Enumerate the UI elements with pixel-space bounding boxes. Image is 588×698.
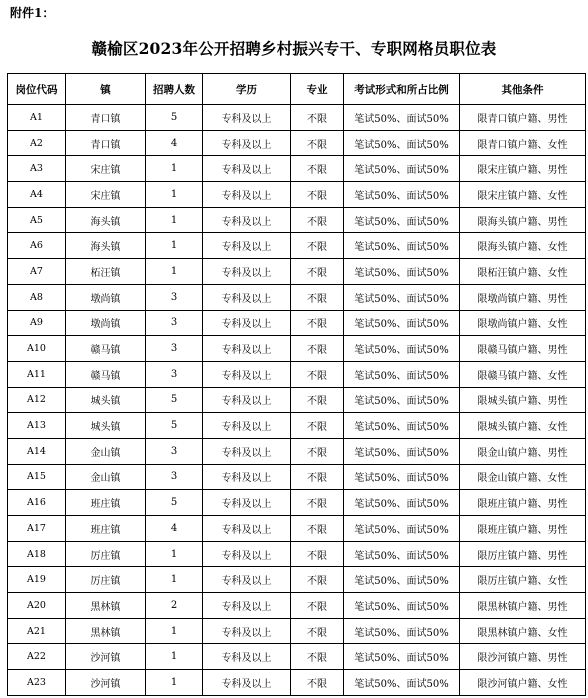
headcount-cell: 1 (146, 233, 203, 259)
position-code-cell: A9 (8, 310, 66, 336)
major-cell: 不限 (291, 490, 344, 516)
major-cell: 不限 (291, 516, 344, 542)
table-row (8, 284, 586, 310)
headcount-cell: 3 (146, 284, 203, 310)
other-conditions-cell: 限金山镇户籍、女性 (460, 464, 586, 490)
table-row (8, 259, 586, 285)
position-code-cell: A7 (8, 259, 66, 285)
town-cell: 柘汪镇 (66, 259, 146, 285)
major-cell: 不限 (291, 464, 344, 490)
header-cell: 其他条件 (460, 74, 586, 105)
position-code-cell: A14 (8, 438, 66, 464)
exam-format-cell: 笔试50%、面试50% (344, 310, 460, 336)
exam-format-cell: 笔试50%、面试50% (344, 644, 460, 670)
education-cell: 专科及以上 (203, 156, 291, 182)
other-conditions-cell: 限沙河镇户籍、女性 (460, 670, 586, 696)
major-cell: 不限 (291, 670, 344, 696)
major-cell: 不限 (291, 618, 344, 644)
town-cell: 黑林镇 (66, 593, 146, 619)
education-cell: 专科及以上 (203, 464, 291, 490)
position-code-cell: A12 (8, 387, 66, 413)
other-conditions-cell: 限赣马镇户籍、男性 (460, 336, 586, 362)
headcount-cell: 5 (146, 413, 203, 439)
education-cell: 专科及以上 (203, 105, 291, 131)
headcount-cell: 3 (146, 464, 203, 490)
other-conditions-cell: 限海头镇户籍、女性 (460, 233, 586, 259)
position-code-cell: A15 (8, 464, 66, 490)
table-row (8, 207, 586, 233)
position-code-cell: A20 (8, 593, 66, 619)
position-code-cell: A23 (8, 670, 66, 696)
position-code-cell: A11 (8, 361, 66, 387)
education-cell: 专科及以上 (203, 182, 291, 208)
town-cell: 沙河镇 (66, 644, 146, 670)
header-cell: 招聘人数 (146, 74, 203, 105)
other-conditions-cell: 限厉庄镇户籍、女性 (460, 567, 586, 593)
position-code-cell: A10 (8, 336, 66, 362)
other-conditions-cell: 限黑林镇户籍、男性 (460, 593, 586, 619)
other-conditions-cell: 限青口镇户籍、女性 (460, 130, 586, 156)
headcount-cell: 5 (146, 387, 203, 413)
major-cell: 不限 (291, 233, 344, 259)
other-conditions-cell: 限赣马镇户籍、女性 (460, 361, 586, 387)
table-row (8, 516, 586, 542)
header-cell: 考试形式和所占比例 (344, 74, 460, 105)
major-cell: 不限 (291, 105, 344, 131)
other-conditions-cell: 限班庄镇户籍、男性 (460, 516, 586, 542)
table-row (8, 310, 586, 336)
education-cell: 专科及以上 (203, 387, 291, 413)
major-cell: 不限 (291, 361, 344, 387)
other-conditions-cell: 限城头镇户籍、男性 (460, 387, 586, 413)
table-row (8, 644, 586, 670)
exam-format-cell: 笔试50%、面试50% (344, 336, 460, 362)
education-cell: 专科及以上 (203, 541, 291, 567)
town-cell: 海头镇 (66, 207, 146, 233)
headcount-cell: 5 (146, 490, 203, 516)
major-cell: 不限 (291, 207, 344, 233)
exam-format-cell: 笔试50%、面试50% (344, 567, 460, 593)
table-row (8, 438, 586, 464)
position-code-cell: A22 (8, 644, 66, 670)
table-row (8, 336, 586, 362)
exam-format-cell: 笔试50%、面试50% (344, 156, 460, 182)
exam-format-cell: 笔试50%、面试50% (344, 413, 460, 439)
town-cell: 沙河镇 (66, 670, 146, 696)
header-row (8, 74, 586, 105)
major-cell: 不限 (291, 593, 344, 619)
position-code-cell: A6 (8, 233, 66, 259)
headcount-cell: 1 (146, 207, 203, 233)
town-cell: 金山镇 (66, 438, 146, 464)
town-cell: 宋庄镇 (66, 156, 146, 182)
position-code-cell: A13 (8, 413, 66, 439)
town-cell: 宋庄镇 (66, 182, 146, 208)
table-row (8, 618, 586, 644)
exam-format-cell: 笔试50%、面试50% (344, 490, 460, 516)
education-cell: 专科及以上 (203, 310, 291, 336)
position-code-cell: A4 (8, 182, 66, 208)
other-conditions-cell: 限沙河镇户籍、男性 (460, 644, 586, 670)
exam-format-cell: 笔试50%、面试50% (344, 593, 460, 619)
headcount-cell: 4 (146, 516, 203, 542)
table-row (8, 130, 586, 156)
education-cell: 专科及以上 (203, 490, 291, 516)
major-cell: 不限 (291, 259, 344, 285)
exam-format-cell: 笔试50%、面试50% (344, 516, 460, 542)
town-cell: 赣马镇 (66, 361, 146, 387)
education-cell: 专科及以上 (203, 259, 291, 285)
education-cell: 专科及以上 (203, 284, 291, 310)
exam-format-cell: 笔试50%、面试50% (344, 464, 460, 490)
exam-format-cell: 笔试50%、面试50% (344, 105, 460, 131)
headcount-cell: 1 (146, 182, 203, 208)
town-cell: 厉庄镇 (66, 541, 146, 567)
education-cell: 专科及以上 (203, 593, 291, 619)
table-row (8, 490, 586, 516)
education-cell: 专科及以上 (203, 567, 291, 593)
other-conditions-cell: 限金山镇户籍、男性 (460, 438, 586, 464)
table-row (8, 541, 586, 567)
headcount-cell: 3 (146, 361, 203, 387)
position-code-cell: A1 (8, 105, 66, 131)
other-conditions-cell: 限墩尚镇户籍、女性 (460, 310, 586, 336)
position-code-cell: A18 (8, 541, 66, 567)
headcount-cell: 5 (146, 105, 203, 131)
document-title: 赣榆区2023年公开招聘乡村振兴专干、专职网格员职位表 (91, 39, 497, 58)
other-conditions-cell: 限宋庄镇户籍、男性 (460, 156, 586, 182)
other-conditions-cell: 限海头镇户籍、男性 (460, 207, 586, 233)
table-row (8, 156, 586, 182)
other-conditions-cell: 限墩尚镇户籍、男性 (460, 284, 586, 310)
major-cell: 不限 (291, 130, 344, 156)
header-cell: 专业 (291, 74, 344, 105)
exam-format-cell: 笔试50%、面试50% (344, 284, 460, 310)
town-cell: 青口镇 (66, 105, 146, 131)
headcount-cell: 1 (146, 644, 203, 670)
position-code-cell: A16 (8, 490, 66, 516)
town-cell: 班庄镇 (66, 490, 146, 516)
town-cell: 海头镇 (66, 233, 146, 259)
table-row (8, 593, 586, 619)
education-cell: 专科及以上 (203, 618, 291, 644)
other-conditions-cell: 限厉庄镇户籍、男性 (460, 541, 586, 567)
education-cell: 专科及以上 (203, 233, 291, 259)
major-cell: 不限 (291, 156, 344, 182)
major-cell: 不限 (291, 284, 344, 310)
major-cell: 不限 (291, 541, 344, 567)
education-cell: 专科及以上 (203, 413, 291, 439)
exam-format-cell: 笔试50%、面试50% (344, 233, 460, 259)
town-cell: 黑林镇 (66, 618, 146, 644)
exam-format-cell: 笔试50%、面试50% (344, 361, 460, 387)
exam-format-cell: 笔试50%、面试50% (344, 438, 460, 464)
headcount-cell: 3 (146, 310, 203, 336)
major-cell: 不限 (291, 182, 344, 208)
position-code-cell: A21 (8, 618, 66, 644)
headcount-cell: 1 (146, 618, 203, 644)
town-cell: 赣马镇 (66, 336, 146, 362)
headcount-cell: 3 (146, 336, 203, 362)
exam-format-cell: 笔试50%、面试50% (344, 130, 460, 156)
exam-format-cell: 笔试50%、面试50% (344, 541, 460, 567)
table-row (8, 387, 586, 413)
major-cell: 不限 (291, 413, 344, 439)
headcount-cell: 1 (146, 156, 203, 182)
education-cell: 专科及以上 (203, 670, 291, 696)
headcount-cell: 2 (146, 593, 203, 619)
position-code-cell: A3 (8, 156, 66, 182)
headcount-cell: 3 (146, 438, 203, 464)
other-conditions-cell: 限柘汪镇户籍、女性 (460, 259, 586, 285)
attachment-label: 附件1： (10, 6, 55, 20)
table-row (8, 233, 586, 259)
other-conditions-cell: 限青口镇户籍、男性 (460, 105, 586, 131)
headcount-cell: 1 (146, 567, 203, 593)
headcount-cell: 1 (146, 541, 203, 567)
major-cell: 不限 (291, 336, 344, 362)
table-row (8, 670, 586, 696)
education-cell: 专科及以上 (203, 130, 291, 156)
table-row (8, 567, 586, 593)
major-cell: 不限 (291, 387, 344, 413)
header-cell: 镇 (66, 74, 146, 105)
education-cell: 专科及以上 (203, 336, 291, 362)
table-row (8, 413, 586, 439)
headcount-cell: 1 (146, 259, 203, 285)
major-cell: 不限 (291, 310, 344, 336)
education-cell: 专科及以上 (203, 207, 291, 233)
major-cell: 不限 (291, 567, 344, 593)
town-cell: 金山镇 (66, 464, 146, 490)
major-cell: 不限 (291, 438, 344, 464)
position-code-cell: A2 (8, 130, 66, 156)
exam-format-cell: 笔试50%、面试50% (344, 182, 460, 208)
position-code-cell: A5 (8, 207, 66, 233)
education-cell: 专科及以上 (203, 644, 291, 670)
headcount-cell: 4 (146, 130, 203, 156)
table-body (8, 105, 586, 696)
table-row (8, 105, 586, 131)
other-conditions-cell: 限城头镇户籍、女性 (460, 413, 586, 439)
header-cell: 学历 (203, 74, 291, 105)
header-cell: 岗位代码 (8, 74, 66, 105)
major-cell: 不限 (291, 644, 344, 670)
position-code-cell: A19 (8, 567, 66, 593)
town-cell: 城头镇 (66, 413, 146, 439)
table-row (8, 182, 586, 208)
table-row (8, 361, 586, 387)
education-cell: 专科及以上 (203, 438, 291, 464)
position-code-cell: A17 (8, 516, 66, 542)
town-cell: 青口镇 (66, 130, 146, 156)
other-conditions-cell: 限黑林镇户籍、女性 (460, 618, 586, 644)
town-cell: 厉庄镇 (66, 567, 146, 593)
positions-table (7, 73, 586, 696)
exam-format-cell: 笔试50%、面试50% (344, 670, 460, 696)
position-code-cell: A8 (8, 284, 66, 310)
education-cell: 专科及以上 (203, 361, 291, 387)
exam-format-cell: 笔试50%、面试50% (344, 207, 460, 233)
table-row (8, 464, 586, 490)
other-conditions-cell: 限宋庄镇户籍、女性 (460, 182, 586, 208)
education-cell: 专科及以上 (203, 516, 291, 542)
headcount-cell: 1 (146, 670, 203, 696)
exam-format-cell: 笔试50%、面试50% (344, 387, 460, 413)
exam-format-cell: 笔试50%、面试50% (344, 259, 460, 285)
town-cell: 墩尚镇 (66, 310, 146, 336)
town-cell: 班庄镇 (66, 516, 146, 542)
table-header (8, 74, 586, 105)
town-cell: 墩尚镇 (66, 284, 146, 310)
town-cell: 城头镇 (66, 387, 146, 413)
other-conditions-cell: 限班庄镇户籍、男性 (460, 490, 586, 516)
exam-format-cell: 笔试50%、面试50% (344, 618, 460, 644)
